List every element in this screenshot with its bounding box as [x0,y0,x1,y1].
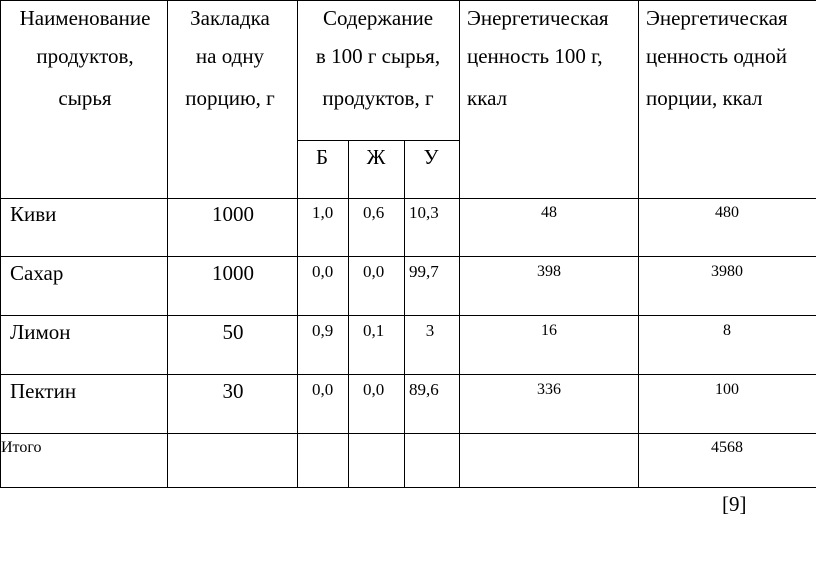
row-protein: 0,9 [312,321,334,340]
row-carbs: 3 [425,321,435,340]
total-value: 4568 [711,439,743,456]
header-portion-line: порцию, г [185,86,275,110]
row-fat: 0,0 [363,262,385,281]
row-portion: 1000 [212,261,254,285]
header-energy100-line: Энергетическая [467,6,609,30]
row-carbs: 89,6 [409,380,439,399]
table-border-line [0,256,816,257]
total-label: Итого [1,439,42,456]
row-protein: 1,0 [312,203,334,222]
row-protein: 0,0 [312,380,334,399]
header-content-line: продуктов, г [322,86,434,110]
header-content-line: Содержание [322,6,434,30]
subheader-carbs: У [423,145,439,169]
header-energy-portion-line: порции, ккал [646,86,763,110]
table-border-line [297,140,459,141]
row-name: Киви [10,202,57,226]
table-border-line [0,0,1,488]
header-name-line: продуктов, [36,44,134,68]
row-carbs: 99,7 [409,262,439,281]
row-name: Лимон [10,320,71,344]
table-border-line [0,198,816,199]
row-portion: 30 [222,379,244,403]
header-name-line: сырья [58,86,112,110]
row-energy-portion: 100 [715,381,739,398]
header-energy-portion-line: Энергетическая [646,6,788,30]
subheader-protein: Б [315,145,329,169]
table-border-line [0,315,816,316]
row-fat: 0,6 [363,203,385,222]
table-border-line [297,0,298,488]
table-border-line [404,140,405,488]
table-border-line [0,374,816,375]
row-protein: 0,0 [312,262,334,281]
row-fat: 0,1 [363,321,385,340]
header-portion-line: на одну [195,44,265,68]
row-energy100: 398 [537,263,561,280]
row-energy100: 48 [541,204,557,221]
header-name-line: Наименование [19,6,151,30]
row-energy-portion: 8 [723,322,731,339]
footnote-reference: [9] [722,492,747,516]
header-energy100-line: ценность 100 г, [467,44,603,68]
row-energy-portion: 3980 [711,263,743,280]
table-border-line [0,433,816,434]
row-portion: 50 [222,320,244,344]
header-energy100-line: ккал [467,86,508,110]
table-border-line [459,0,460,488]
table-border-line [348,140,349,488]
header-content-line: в 100 г сырья, [315,44,441,68]
row-energy100: 336 [537,381,561,398]
row-fat: 0,0 [363,380,385,399]
row-name: Сахар [10,261,64,285]
subheader-fat: Ж [366,145,386,169]
row-portion: 1000 [212,202,254,226]
row-carbs: 10,3 [409,203,439,222]
row-energy-portion: 480 [715,204,739,221]
table-border-line [167,0,168,488]
row-name: Пектин [10,379,77,403]
table-border-line [0,0,816,1]
table-border-line [638,0,639,488]
header-energy-portion-line: ценность одной [646,44,787,68]
header-portion-line: Закладка [190,6,270,30]
table-border-line [0,487,816,488]
row-energy100: 16 [541,322,557,339]
